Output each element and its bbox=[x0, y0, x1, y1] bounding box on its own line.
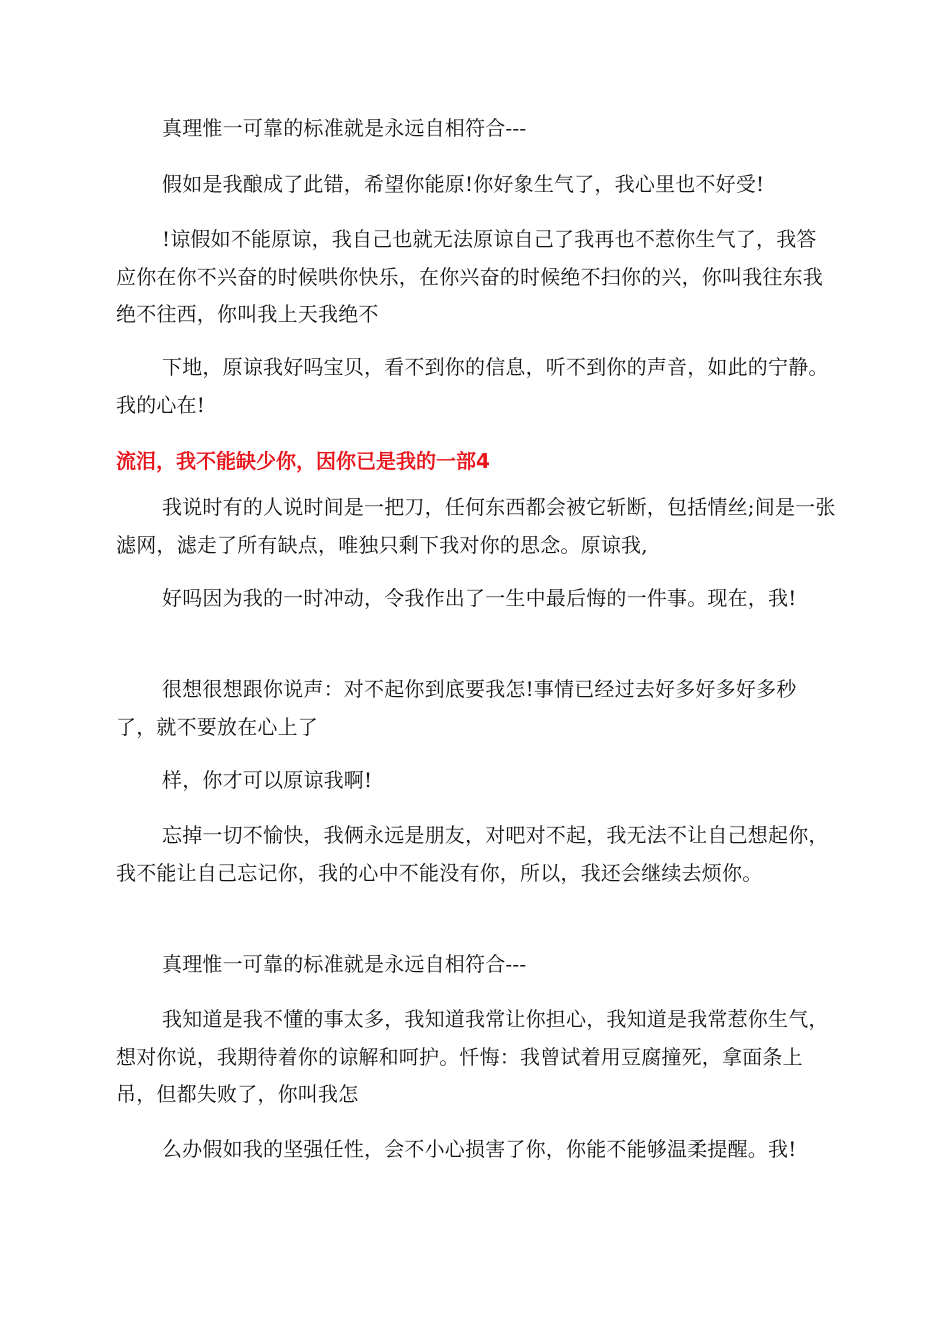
paragraph-1: 真理惟一可靠的标准就是永远自相符合--- bbox=[162, 116, 527, 140]
paragraph-4: 下地，原谅我好吗宝贝，看不到你的信息，听不到你的声音，如此的宁静。我的心在! bbox=[116, 355, 829, 417]
paragraph-11: 我知道是我不懂的事太多，我知道我常让你担心，我知道是我常惹你生气，想对你说，我期待着你的谅解和呵护。忏悔：我曾试着用豆腐撞死，拿面条上吊，但都失败了，你叫我怎 bbox=[116, 1007, 829, 1106]
section-heading: 流泪，我不能缺少你，因你已是我的一部4 bbox=[116, 449, 490, 473]
paragraph-12: 么办假如我的坚强任性，会不小心损害了你，你能不能够温柔提醒。我! bbox=[162, 1137, 797, 1161]
paragraph-9: 忘掉一切不愉快，我俩永远是朋友，对吧对不起，我无法不让自己想起你，我不能让自己忘记你，我的心中不能没有你，所以，我还会继续去烦你。 bbox=[116, 823, 829, 885]
paragraph-6: 好吗因为我的一时冲动，令我作出了一生中最后悔的一件事。现在，我! bbox=[162, 586, 797, 610]
paragraph-10: 真理惟一可靠的标准就是永远自相符合--- bbox=[162, 952, 527, 976]
paragraph-3: !谅假如不能原谅，我自己也就无法原谅自己了我再也不惹你生气了，我答应你在你不兴奋的时候哄你快乐，在你兴奋的时候绝不扫你的兴，你叫我往东我绝不往西，你叫我上天我绝不 bbox=[116, 227, 823, 326]
paragraph-5: 我说时有的人说时间是一把刀，任何东西都会被它斩断，包括情丝;间是一张滤网，滤走了所有缺点，唯独只剩下我对你的思念。原谅我, bbox=[116, 495, 836, 557]
paragraph-2: 假如是我酿成了此错，希望你能原!你好象生气了，我心里也不好受! bbox=[162, 172, 765, 196]
paragraph-8: 样，你才可以原谅我啊! bbox=[162, 768, 373, 792]
paragraph-7: 很想很想跟你说声：对不起你到底要我怎!事情已经过去好多好多好多秒了，就不要放在心上了 bbox=[116, 677, 797, 739]
